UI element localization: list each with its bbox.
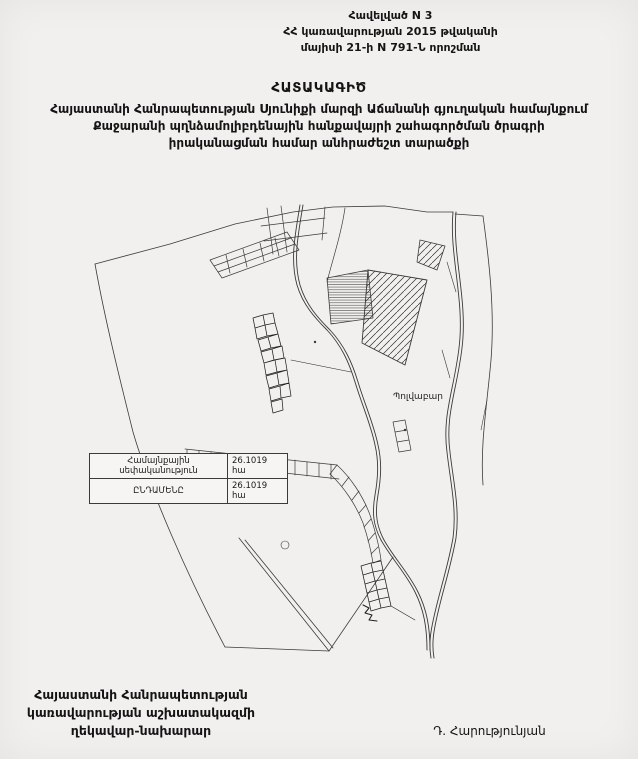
subtitle-line-1: Հայաստանի Հանրապետության Սյունիքի մարզի Աճանանի գյուղական համայնքում <box>50 102 588 116</box>
map-boundary <box>95 206 492 651</box>
decree-line: մայիսի 21-ի N 791-Ն որոշման <box>300 41 481 54</box>
table-row <box>90 479 288 504</box>
subtitle-line-3: իրականացման համար անհրաժեշտ տարածքի <box>168 136 470 150</box>
signatory-line-3: ղեկավար-նախարար <box>70 723 212 738</box>
hatched-area <box>362 240 445 365</box>
lined-area <box>327 270 373 324</box>
right-road <box>430 212 464 658</box>
area-table <box>89 453 288 504</box>
area-value-cell: 26.1019 հա <box>228 454 288 479</box>
table-row <box>90 454 288 479</box>
total-value-cell: 26.1019 հա <box>228 479 288 504</box>
cadastral-map <box>75 200 565 665</box>
map-place-label: Պոլվաբար <box>393 392 443 402</box>
signatory-line-1: Հայաստանի Հանրապետության <box>34 687 248 702</box>
document-title: ՀԱՏԱԿԱԳԻԾ <box>271 80 367 96</box>
map-drawing <box>75 200 565 665</box>
signatory-line-2: կառավարության աշխատակազմի <box>26 705 256 720</box>
total-label-cell: ԸՆԴԱՄԵՆԸ <box>90 479 228 504</box>
bottom-parcels <box>361 561 415 621</box>
village-parcels <box>253 313 351 413</box>
appendix-number: Հավելված N 3 <box>348 9 433 22</box>
area-label-cell: Համայնքային սեփականություն <box>90 454 228 479</box>
subtitle-line-2: Քաջարանի պղնձամոլիբդենային հանքավայրի շահագործման ծրագրի <box>93 119 545 133</box>
appendix-header <box>248 8 533 56</box>
document-subtitle <box>0 101 638 152</box>
signature-name: Դ. Հարությունյան <box>433 724 546 738</box>
roadside-parcels <box>393 420 411 452</box>
signatory-title <box>14 686 268 740</box>
field-strips <box>210 232 299 278</box>
government-line: ՀՀ կառավարության 2015 թվականի <box>283 25 498 38</box>
boundary-wedges <box>239 538 393 651</box>
